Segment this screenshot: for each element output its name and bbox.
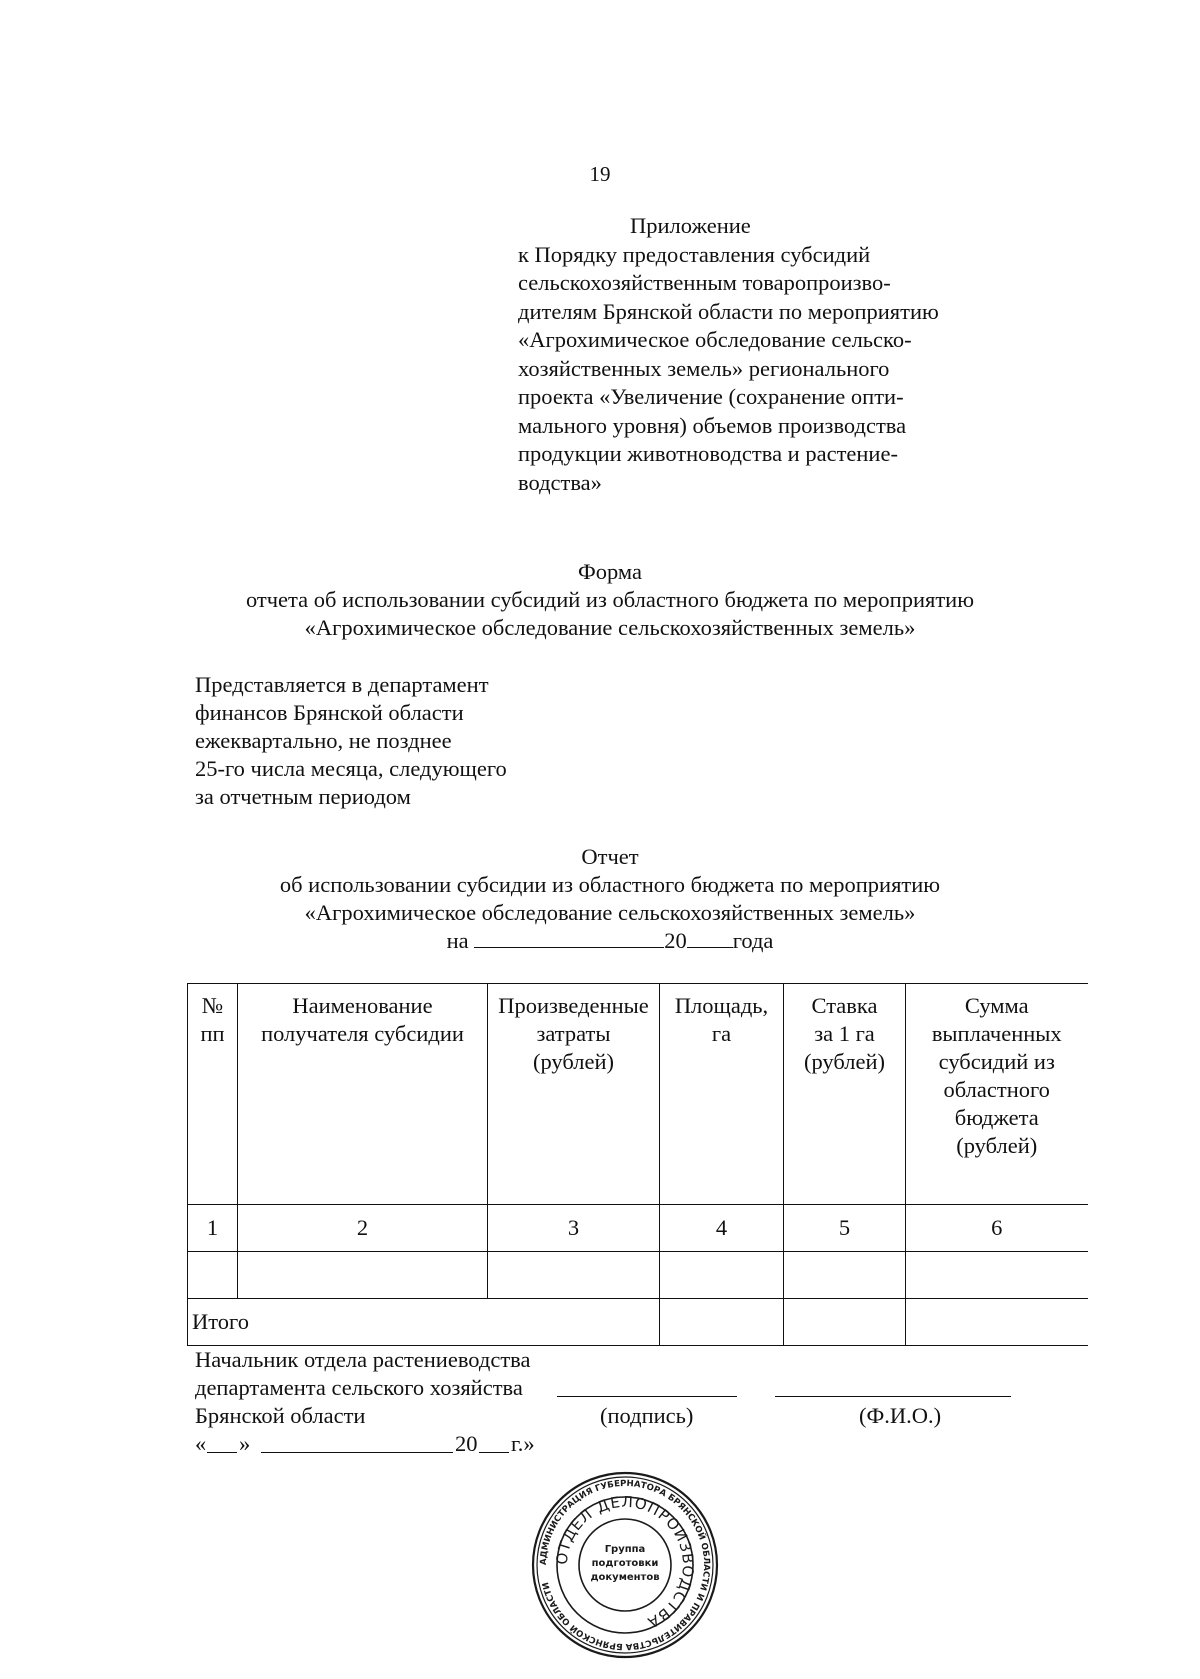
entry-cell[interactable]	[188, 1252, 238, 1299]
appendix-line: дителям Брянской области по мероприятию	[518, 298, 939, 324]
report-table	[187, 983, 1088, 1346]
appendix-line: «Агрохимическое обследование сельско-	[518, 327, 912, 352]
header-cell-costs: Произведенные затраты (рублей)	[488, 984, 660, 1205]
column-number-cell: 3	[488, 1205, 660, 1252]
svg-text:ОТДЕЛ ДЕЛОПРОИЗВОДСТВА: ОТДЕЛ ДЕЛОПРОИЗВОДСТВА	[552, 1492, 698, 1632]
column-number-cell: 2	[238, 1205, 488, 1252]
entry-cell[interactable]	[238, 1252, 488, 1299]
table-row-entry	[188, 1252, 1088, 1299]
header-cell-area: Площадь, га	[660, 984, 784, 1205]
column-number-cell: 6	[906, 1205, 1088, 1252]
appendix-title: Приложение	[630, 213, 751, 238]
appendix-line: проекта «Увеличение (сохранение опти-	[518, 384, 904, 409]
total-label: Итого	[188, 1299, 660, 1346]
svg-text:Группа: Группа	[604, 1544, 646, 1555]
signature-block	[195, 1346, 1075, 1458]
report-date-year: 20	[664, 928, 687, 953]
name-caption: (Ф.И.О.)	[859, 1403, 942, 1428]
entry-cell[interactable]	[660, 1252, 784, 1299]
appendix-line: хозяйственных земель» регионального	[518, 355, 890, 381]
signature-position-line: Брянской области	[195, 1403, 366, 1428]
page-number: 19	[589, 162, 611, 186]
signature-position-line: департамента сельского хозяйства	[195, 1375, 523, 1400]
report-date-blank[interactable]	[474, 927, 664, 948]
total-cell[interactable]	[660, 1299, 784, 1346]
day-blank[interactable]	[207, 1432, 237, 1453]
column-number-cell: 5	[784, 1205, 906, 1252]
report-heading	[150, 843, 1070, 955]
appendix-block	[518, 212, 988, 497]
report-title: Отчет	[581, 844, 639, 869]
column-number-cell: 4	[660, 1205, 784, 1252]
submission-line: за отчетным периодом	[195, 784, 411, 809]
header-cell-rate: Ставка за 1 га (рублей)	[784, 984, 906, 1205]
month-blank[interactable]	[261, 1432, 453, 1453]
appendix-line: к Порядку предоставления субсидий	[518, 241, 871, 267]
submission-line: ежеквартально, не позднее	[195, 728, 452, 753]
svg-text:документов: документов	[590, 1572, 660, 1583]
entry-cell[interactable]	[906, 1252, 1088, 1299]
official-stamp	[530, 1470, 720, 1660]
header-cell-amount: Сумма выплаченных субсидий из областного бюджета (рублей)	[906, 984, 1088, 1205]
table-header-row	[188, 984, 1088, 1205]
header-cell-number: № пп	[188, 984, 238, 1205]
signature-caption: (подпись)	[600, 1403, 694, 1428]
signature-blank[interactable]	[557, 1376, 737, 1397]
header-cell-recipient: Наименование получателя субсидии	[238, 984, 488, 1205]
date-year: 20	[455, 1431, 478, 1456]
submission-line: Представляется в департамент	[195, 672, 489, 697]
column-number-cell: 1	[188, 1205, 238, 1252]
appendix-line: мального уровня) объемов производства	[518, 412, 907, 438]
entry-cell[interactable]	[784, 1252, 906, 1299]
submission-line: финансов Брянской области	[195, 700, 464, 725]
form-subtitle-line: отчета об использовании субсидий из областного бюджета по мероприятию	[245, 587, 975, 612]
entry-cell[interactable]	[488, 1252, 660, 1299]
signature-position-line: Начальник отдела растениеводства	[195, 1347, 531, 1372]
submission-line: 25-го числа месяца, следующего	[195, 756, 507, 781]
date-close-quote: »	[239, 1431, 251, 1456]
svg-text:подготовки: подготовки	[591, 1558, 659, 1569]
date-suffix: г.»	[511, 1431, 535, 1456]
submission-note	[195, 671, 675, 811]
report-year-blank[interactable]	[687, 927, 733, 948]
report-subtitle-line: «Агрохимическое обследование сельскохозяйственных земель»	[304, 900, 916, 925]
form-subtitle-line: «Агрохимическое обследование сельскохозяйственных земель»	[304, 615, 916, 640]
table-row-total	[188, 1299, 1088, 1346]
form-title: Форма	[577, 559, 642, 584]
table-row-column-numbers	[188, 1205, 1088, 1252]
appendix-line: водства»	[518, 469, 602, 495]
form-heading	[150, 558, 1070, 642]
year-blank[interactable]	[479, 1432, 509, 1453]
date-open-quote: «	[195, 1431, 207, 1456]
total-cell[interactable]	[784, 1299, 906, 1346]
appendix-line: сельскохозяйственным товаропроизво-	[518, 270, 891, 295]
report-date-suffix: года	[732, 928, 774, 953]
total-cell[interactable]	[906, 1299, 1088, 1346]
report-date-prefix: на	[446, 928, 469, 953]
svg-text:АДМИНИСТРАЦИЯ ГУБЕРНАТОРА БРЯН: АДМИНИСТРАЦИЯ ГУБЕРНАТОРА БРЯНСКОЙ ОБЛАСТИ И ПРАВИТЕЛЬСТВА БРЯНСКОЙ ОБЛАСТИ	[538, 1478, 712, 1652]
report-date-line	[150, 927, 1070, 955]
name-blank[interactable]	[775, 1376, 1011, 1397]
report-subtitle-line: об использовании субсидии из областного бюджета по мероприятию	[279, 872, 941, 897]
appendix-line: продукции животноводства и растение-	[518, 441, 898, 466]
